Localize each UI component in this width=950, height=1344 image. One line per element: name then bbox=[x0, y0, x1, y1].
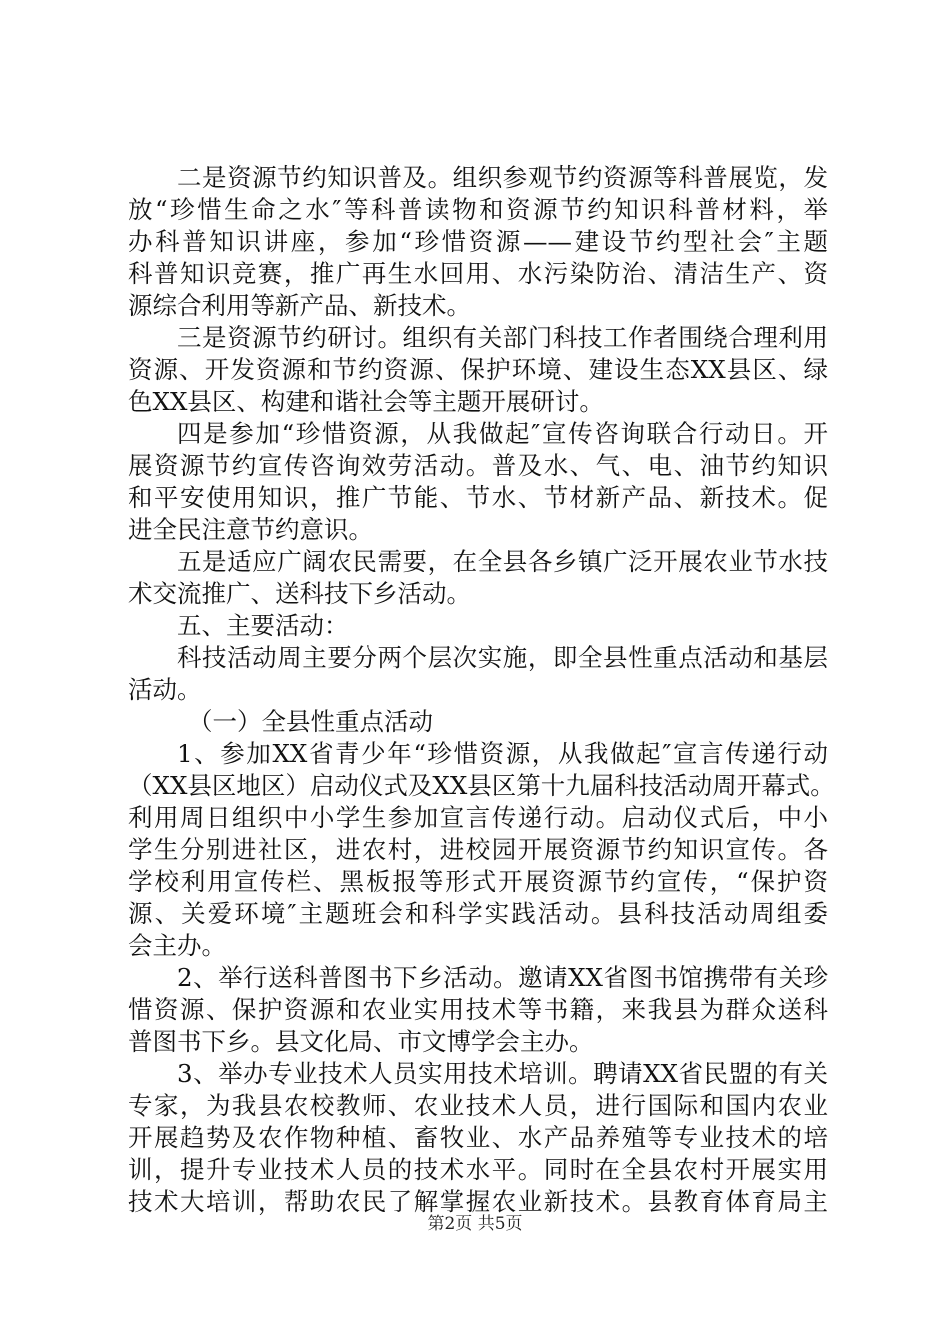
text-line: 二是资源节约知识普及。组织参观节约资源等科普展览，发 bbox=[177, 163, 828, 192]
text-line: 办科普知识讲座，参加“珍惜资源——建设节约型社会″主题 bbox=[128, 227, 828, 256]
text-line: 放“珍惜生命之水″等科普读物和资源节约知识科普材料，举 bbox=[128, 195, 828, 224]
text-line: 学生分别进社区，进农村，进校园开展资源节约知识宣传。各 bbox=[128, 835, 828, 864]
text-line: 学校利用宣传栏、黑板报等形式开展资源节约宣传，“保护资 bbox=[128, 867, 828, 896]
text-line: 三是资源节约研讨。组织有关部门科技工作者围绕合理利用 bbox=[177, 323, 828, 352]
text-line: 利用周日组织中小学生参加宣言传递行动。启动仪式后，中小 bbox=[128, 803, 828, 832]
text-line: 普图书下乡。县文化局、市文博学会主办。 bbox=[128, 1027, 594, 1056]
text-line: 展资源节约宣传咨询效劳活动。普及水、气、电、油节约知识 bbox=[128, 451, 828, 480]
text-line: 进全民注意节约意识。 bbox=[128, 515, 373, 544]
document-body bbox=[128, 162, 835, 1218]
text-line: 技术大培训，帮助农民了解掌握农业新技术。县教育体育局主 bbox=[128, 1187, 828, 1216]
text-line: 四是参加“珍惜资源，从我做起″宣传咨询联合行动日。开 bbox=[177, 419, 828, 448]
text-line: 资源、开发资源和节约资源、保护环境、建设生态XX县区、绿 bbox=[128, 355, 828, 384]
section-heading: 五、主要活动： bbox=[177, 611, 349, 640]
text-line: 3、举办专业技术人员实用技术培训。聘请XX省民盟的有关 bbox=[177, 1059, 828, 1088]
text-line: 会主办。 bbox=[128, 931, 226, 960]
text-line: 色XX县区、构建和谐社会等主题开展研讨。 bbox=[128, 387, 604, 416]
text-line: 五是适应广阔农民需要，在全县各乡镇广泛开展农业节水技 bbox=[177, 547, 828, 576]
text-line: 和平安使用知识，推广节能、节水、节材新产品、新技术。促 bbox=[128, 483, 828, 512]
subsection-heading: （一）全县性重点活动 bbox=[188, 707, 433, 736]
text-line: 术交流推广、送科技下乡活动。 bbox=[128, 579, 471, 608]
text-line: 开展趋势及农作物种植、畜牧业、水产品养殖等专业技术的培 bbox=[128, 1123, 828, 1152]
text-line: 科技活动周主要分两个层次实施，即全县性重点活动和基层 bbox=[177, 643, 828, 672]
text-line: 源综合利用等新产品、新技术。 bbox=[128, 291, 471, 320]
text-line: 训，提升专业技术人员的技术水平。同时在全县农村开展实用 bbox=[128, 1155, 828, 1184]
text-line: 1、参加XX省青少年“珍惜资源，从我做起″宣言传递行动 bbox=[177, 739, 828, 768]
text-line: 源、关爱环境″主题班会和科学实践活动。县科技活动周组委 bbox=[128, 899, 828, 928]
text-line: 活动。 bbox=[128, 675, 202, 704]
text-line: 专家，为我县农校教师、农业技术人员，进行国际和国内农业 bbox=[128, 1091, 828, 1120]
text-line: 惜资源、保护资源和农业实用技术等书籍，来我县为群众送科 bbox=[128, 995, 828, 1024]
text-line: （XX县区地区）启动仪式及XX县区第十九届科技活动周开幕式。 bbox=[128, 771, 835, 800]
page-footer: 第2页 共5页 bbox=[427, 1214, 523, 1234]
text-line: 科普知识竞赛，推广再生水回用、水污染防治、清洁生产、资 bbox=[128, 259, 828, 288]
text-line: 2、举行送科普图书下乡活动。邀请XX省图书馆携带有关珍 bbox=[177, 963, 828, 992]
